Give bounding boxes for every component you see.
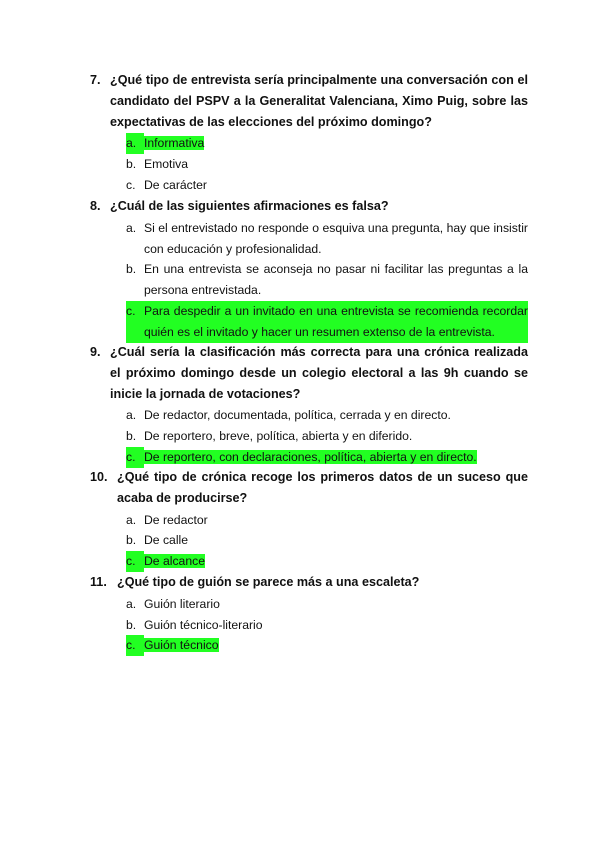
option-text-highlighted: Para despedir a un invitado en una entrevista se recomienda recordar quién es el invitado y hacer un resumen extenso de la entrevista. bbox=[144, 301, 528, 343]
option-a bbox=[126, 218, 528, 260]
question-text: ¿Qué tipo de entrevista sería principalmente una conversación con el candidato del PSPV a la Generalitat Valenciana, Ximo Puig, sobre las expectativas de las elecciones del próximo domingo? bbox=[110, 73, 528, 129]
question-11 bbox=[90, 572, 528, 656]
question-text: ¿Cuál sería la clasificación más correcta para una crónica realizada el próximo domingo desde un colegio electoral a las 9h cuando se inicie la jornada de votaciones? bbox=[110, 345, 528, 401]
option-letter: b. bbox=[126, 262, 137, 277]
option-text: De reportero, breve, política, abierta y en diferido. bbox=[144, 429, 413, 444]
option-letter: c. bbox=[126, 177, 136, 192]
option-text: De redactor, documentada, política, cerrada y en directo. bbox=[144, 408, 451, 423]
option-text: De redactor bbox=[144, 512, 208, 527]
question-7 bbox=[90, 70, 528, 196]
option-b bbox=[126, 615, 528, 636]
option-letter: b. bbox=[126, 429, 137, 444]
option-a bbox=[126, 405, 528, 426]
option-c bbox=[126, 175, 528, 196]
question-number: 8. bbox=[90, 199, 101, 213]
option-letter: b. bbox=[126, 157, 137, 172]
option-letter: a. bbox=[126, 596, 137, 611]
option-text-highlighted: De reportero, con declaraciones, política, abierta y en directo. bbox=[144, 449, 477, 464]
option-letter: c. bbox=[126, 301, 144, 343]
option-a bbox=[126, 510, 528, 531]
option-text: Si el entrevistado no responde o esquiva una pregunta, hay que insistir con educación y profesionalidad. bbox=[144, 220, 528, 256]
option-c bbox=[126, 635, 528, 656]
option-text-highlighted: Guión técnico bbox=[144, 638, 219, 653]
option-text: De carácter bbox=[144, 177, 207, 192]
question-10 bbox=[90, 467, 528, 572]
option-text-highlighted: Informativa bbox=[144, 136, 205, 151]
option-text: De calle bbox=[144, 533, 189, 548]
option-a bbox=[126, 594, 528, 615]
question-8 bbox=[90, 196, 528, 343]
option-c bbox=[126, 551, 528, 572]
option-letter: a. bbox=[126, 408, 137, 423]
option-text: Guión técnico-literario bbox=[144, 617, 263, 632]
option-a bbox=[126, 133, 528, 154]
option-c bbox=[126, 447, 528, 468]
question-number: 10. bbox=[90, 470, 108, 484]
question-9 bbox=[90, 342, 528, 468]
question-number: 7. bbox=[90, 73, 101, 87]
question-text: ¿Qué tipo de guión se parece más a una escaleta? bbox=[117, 575, 420, 589]
question-text: ¿Cuál de las siguientes afirmaciones es falsa? bbox=[110, 199, 389, 213]
option-b bbox=[126, 259, 528, 301]
option-letter: c. bbox=[126, 635, 144, 656]
option-text: Emotiva bbox=[144, 157, 189, 172]
option-letter: c. bbox=[126, 447, 144, 468]
option-b bbox=[126, 530, 528, 551]
question-number: 9. bbox=[90, 345, 101, 359]
option-b bbox=[126, 154, 528, 175]
option-c bbox=[126, 301, 528, 343]
option-letter: b. bbox=[126, 617, 137, 632]
option-letter: a. bbox=[126, 512, 137, 527]
question-number: 11. bbox=[90, 575, 107, 589]
option-text-highlighted: De alcance bbox=[144, 554, 205, 569]
option-text: Guión literario bbox=[144, 596, 220, 611]
option-letter: a. bbox=[126, 133, 144, 154]
option-letter: b. bbox=[126, 533, 137, 548]
option-text: En una entrevista se aconseja no pasar ni facilitar las preguntas a la persona entrevistada. bbox=[144, 262, 528, 298]
option-letter: c. bbox=[126, 551, 144, 572]
question-text: ¿Qué tipo de crónica recoge los primeros datos de un suceso que acaba de producirse? bbox=[117, 470, 528, 505]
option-letter: a. bbox=[126, 220, 137, 235]
option-b bbox=[126, 426, 528, 447]
